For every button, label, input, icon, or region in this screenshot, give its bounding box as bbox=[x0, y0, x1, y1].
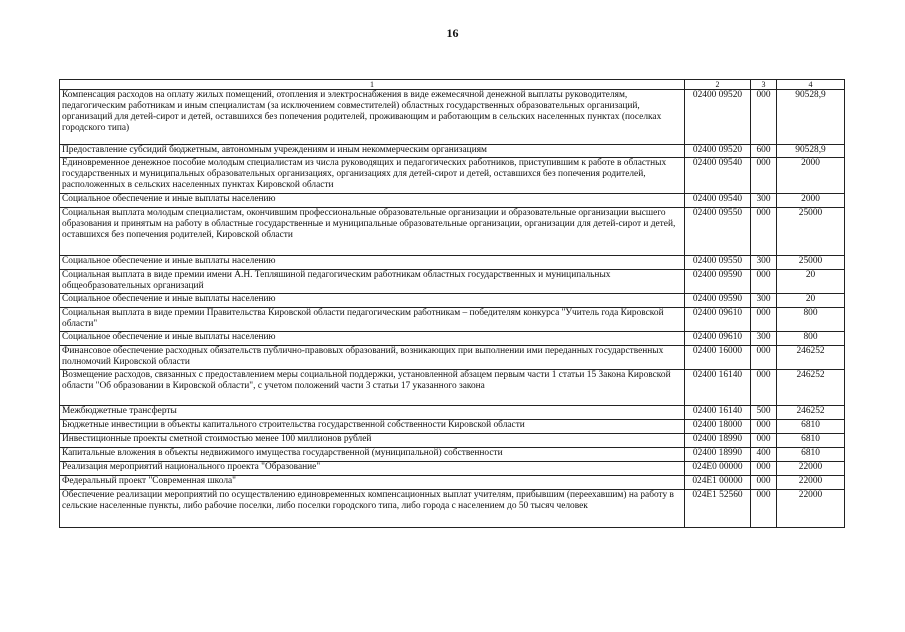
row-amount-cell: 2000 bbox=[777, 158, 845, 194]
row-expense-type-cell: 000 bbox=[751, 490, 777, 528]
table-row bbox=[60, 406, 845, 420]
table-row bbox=[60, 462, 845, 476]
row-amount-cell: 20 bbox=[777, 294, 845, 308]
row-name-cell: Реализация мероприятий национального проекта "Образование" bbox=[60, 462, 685, 476]
row-code-cell: 024E1 52560 bbox=[685, 490, 751, 528]
row-code-cell: 02400 09550 bbox=[685, 208, 751, 256]
row-name-cell: Межбюджетные трансферты bbox=[60, 406, 685, 420]
row-amount-cell: 25000 bbox=[777, 256, 845, 270]
row-name-cell: Социальная выплата молодым специалистам, окончившим профессиональные образовательные организации и образовательные организации высшего образования и принятым на работу в областные государственные и муниципальные образовательные организации, организации для детей-сирот и детей, оставшихся без попечения родителей, Кировской области bbox=[60, 208, 685, 256]
row-code-cell: 02400 18000 bbox=[685, 420, 751, 434]
table-row bbox=[60, 294, 845, 308]
row-code-cell: 02400 09590 bbox=[685, 270, 751, 294]
table-row bbox=[60, 158, 845, 194]
table-row bbox=[60, 332, 845, 346]
budget-table bbox=[59, 79, 845, 528]
row-name-cell: Возмещение расходов, связанных с предоставлением меры социальной поддержки, установленной абзацем первым части 1 статьи 15 Закона Кировской области "Об образовании в Кировской области", с учетом положений части 3 статьи 17 указанного закона bbox=[60, 370, 685, 406]
row-name-cell: Финансовое обеспечение расходных обязательств публично-правовых образований, возникающих при выполнении ими переданных государственных полномочий Кировской области bbox=[60, 346, 685, 370]
row-amount-cell: 22000 bbox=[777, 490, 845, 528]
table-row bbox=[60, 490, 845, 528]
row-expense-type-cell: 000 bbox=[751, 434, 777, 448]
table-row bbox=[60, 90, 845, 145]
row-code-cell: 02400 18990 bbox=[685, 448, 751, 462]
table-row bbox=[60, 270, 845, 294]
row-code-cell: 02400 09520 bbox=[685, 145, 751, 158]
row-expense-type-cell: 000 bbox=[751, 420, 777, 434]
table-row bbox=[60, 208, 845, 256]
row-amount-cell: 90528,9 bbox=[777, 90, 845, 145]
row-code-cell: 02400 16140 bbox=[685, 406, 751, 420]
row-amount-cell: 246252 bbox=[777, 370, 845, 406]
row-code-cell: 02400 16000 bbox=[685, 346, 751, 370]
row-code-cell: 02400 09590 bbox=[685, 294, 751, 308]
row-name-cell: Компенсация расходов на оплату жилых помещений, отопления и электроснабжения в виде ежемесячной денежной выплаты руководителям, педагогическим работникам и иным специалистам (за исключением совместителей) областных государственных образовательных организаций, организаций для детей-сирот и детей, оставшихся без попечения родителей, проживающим и работающим в сельских населенных пунктах (поселках городского типа) bbox=[60, 90, 685, 145]
row-expense-type-cell: 300 bbox=[751, 332, 777, 346]
row-amount-cell: 20 bbox=[777, 270, 845, 294]
table-row bbox=[60, 476, 845, 490]
table-row bbox=[60, 434, 845, 448]
row-name-cell: Социальное обеспечение и иные выплаты населению bbox=[60, 194, 685, 208]
row-name-cell: Социальное обеспечение и иные выплаты населению bbox=[60, 332, 685, 346]
row-expense-type-cell: 000 bbox=[751, 270, 777, 294]
row-expense-type-cell: 000 bbox=[751, 308, 777, 332]
row-amount-cell: 800 bbox=[777, 332, 845, 346]
table-row bbox=[60, 420, 845, 434]
row-expense-type-cell: 600 bbox=[751, 145, 777, 158]
row-amount-cell: 22000 bbox=[777, 462, 845, 476]
row-amount-cell: 246252 bbox=[777, 346, 845, 370]
row-code-cell: 02400 09610 bbox=[685, 332, 751, 346]
row-expense-type-cell: 000 bbox=[751, 208, 777, 256]
row-expense-type-cell: 000 bbox=[751, 90, 777, 145]
row-code-cell: 02400 09550 bbox=[685, 256, 751, 270]
table-row bbox=[60, 308, 845, 332]
row-expense-type-cell: 000 bbox=[751, 158, 777, 194]
table-row bbox=[60, 145, 845, 158]
row-amount-cell: 25000 bbox=[777, 208, 845, 256]
row-code-cell: 02400 09610 bbox=[685, 308, 751, 332]
row-name-cell: Предоставление субсидий бюджетным, автономным учреждениям и иным некоммерческим организациям bbox=[60, 145, 685, 158]
row-expense-type-cell: 000 bbox=[751, 370, 777, 406]
column-header-2: 2 bbox=[685, 80, 751, 90]
row-expense-type-cell: 300 bbox=[751, 294, 777, 308]
row-amount-cell: 2000 bbox=[777, 194, 845, 208]
row-name-cell: Социальное обеспечение и иные выплаты населению bbox=[60, 294, 685, 308]
row-code-cell: 02400 09540 bbox=[685, 158, 751, 194]
row-expense-type-cell: 000 bbox=[751, 346, 777, 370]
table-body bbox=[60, 90, 845, 528]
column-header-3: 3 bbox=[751, 80, 777, 90]
row-amount-cell: 800 bbox=[777, 308, 845, 332]
row-name-cell: Федеральный проект "Современная школа" bbox=[60, 476, 685, 490]
row-amount-cell: 90528,9 bbox=[777, 145, 845, 158]
table-row bbox=[60, 370, 845, 406]
row-expense-type-cell: 300 bbox=[751, 256, 777, 270]
row-code-cell: 02400 09520 bbox=[685, 90, 751, 145]
row-amount-cell: 22000 bbox=[777, 476, 845, 490]
row-amount-cell: 6810 bbox=[777, 448, 845, 462]
row-code-cell: 02400 16140 bbox=[685, 370, 751, 406]
column-header-1: 1 bbox=[60, 80, 685, 90]
row-code-cell: 02400 09540 bbox=[685, 194, 751, 208]
row-name-cell: Бюджетные инвестиции в объекты капитального строительства государственной собственности Кировской области bbox=[60, 420, 685, 434]
row-name-cell: Капитальные вложения в объекты недвижимого имущества государственной (муниципальной) собственности bbox=[60, 448, 685, 462]
row-amount-cell: 6810 bbox=[777, 434, 845, 448]
row-code-cell: 02400 18990 bbox=[685, 434, 751, 448]
row-name-cell: Инвестиционные проекты сметной стоимостью менее 100 миллионов рублей bbox=[60, 434, 685, 448]
table-row bbox=[60, 448, 845, 462]
table-row bbox=[60, 346, 845, 370]
column-header-4: 4 bbox=[777, 80, 845, 90]
row-expense-type-cell: 400 bbox=[751, 448, 777, 462]
table-row bbox=[60, 194, 845, 208]
row-amount-cell: 6810 bbox=[777, 420, 845, 434]
row-name-cell: Единовременное денежное пособие молодым специалистам из числа руководящих и педагогических работников, приступившим к работе в областных государственных и муниципальных образовательных организациях, организациях для детей-сирот и детей, оставшихся без попечения родителей, расположенных в сельских населенных пунктах Кировской области bbox=[60, 158, 685, 194]
row-code-cell: 024E0 00000 bbox=[685, 462, 751, 476]
row-name-cell: Обеспечение реализации мероприятий по осуществлению единовременных компенсационных выплат учителям, прибывшим (переехавшим) на работу в сельские населенные пункты, либо рабочие поселки, либо поселки городского типа, либо города с населением до 50 тысяч человек bbox=[60, 490, 685, 528]
row-name-cell: Социальная выплата в виде премии Правительства Кировской области педагогическим работникам – победителям конкурса "Учитель года Кировской области" bbox=[60, 308, 685, 332]
table-header-row bbox=[60, 80, 845, 90]
row-expense-type-cell: 500 bbox=[751, 406, 777, 420]
row-name-cell: Социальная выплата в виде премии имени А.Н. Тепляшиной педагогическим работникам областных государственных и муниципальных общеобразовательных организаций bbox=[60, 270, 685, 294]
row-expense-type-cell: 000 bbox=[751, 462, 777, 476]
row-expense-type-cell: 300 bbox=[751, 194, 777, 208]
row-name-cell: Социальное обеспечение и иные выплаты населению bbox=[60, 256, 685, 270]
page-number: 16 bbox=[446, 26, 459, 40]
row-code-cell: 024E1 00000 bbox=[685, 476, 751, 490]
row-expense-type-cell: 000 bbox=[751, 476, 777, 490]
row-amount-cell: 246252 bbox=[777, 406, 845, 420]
table-row bbox=[60, 256, 845, 270]
